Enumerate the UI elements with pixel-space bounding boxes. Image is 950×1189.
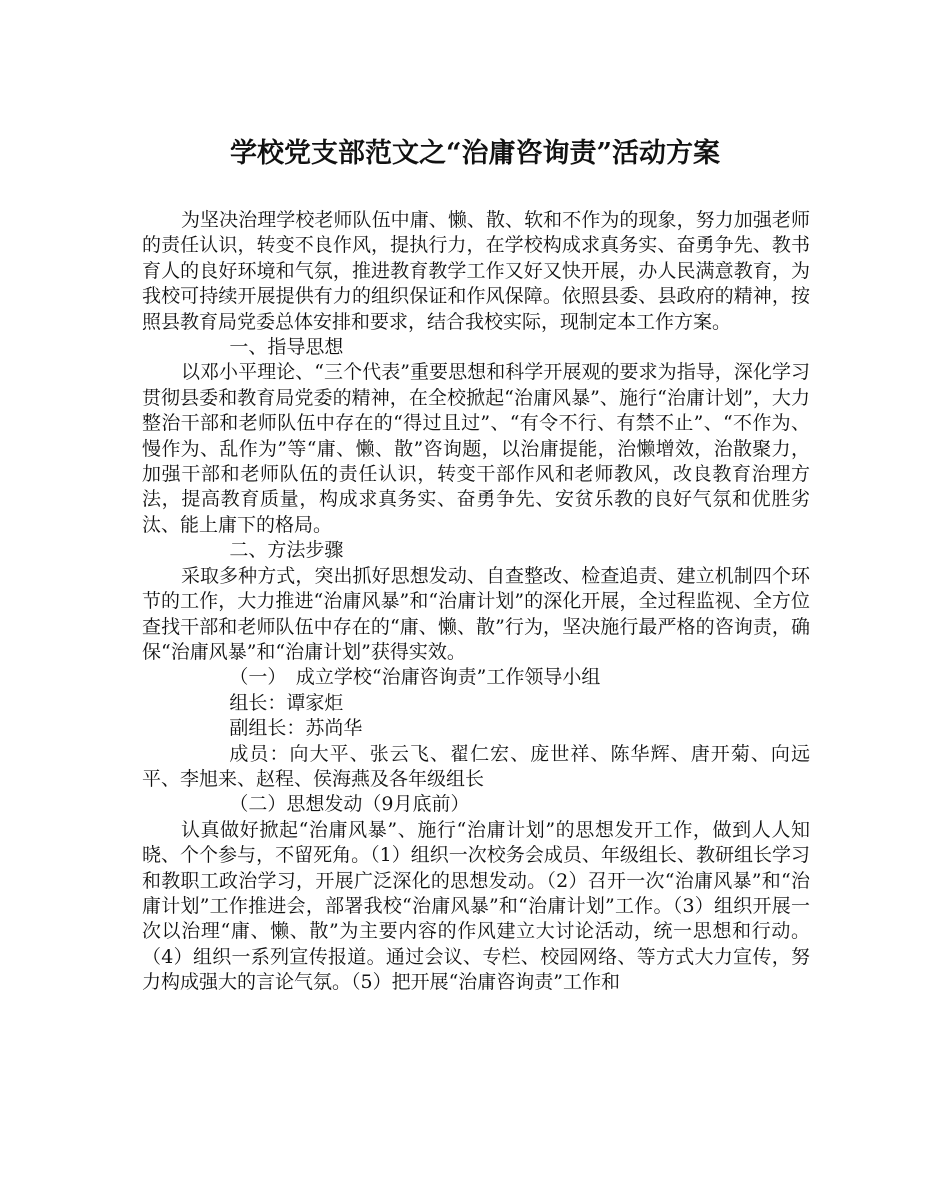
- paragraph-guiding-thought: 以邓小平理论、“三个代表”重要思想和科学开展观的要求为指导，深化学习贯彻县委和教育局党委的精神，在全校掀起“治庸风暴”、施行“治庸计划”，大力整治干部和老师队伍中存在的“得过且过”、“有令不行、有禁不止”、“不作为、慢作为、乱作为”等“庸、懒、散”咨询题，以治庸提能，治懒增效，治散聚力，加强干部和老师队伍的责任认识，转变干部作风和老师教风，改良教育治理方法，提高教育质量，构成求真务实、奋勇争先、安贫乐教的良好气氛和优胜劣汰、能上庸下的格局。: [142, 361, 810, 536]
- paragraph-intro: 为坚决治理学校老师队伍中庸、懒、散、软和不作为的现象，努力加强老师的责任认识，转变不良作风，提执行力，在学校构成求真务实、奋勇争先、教书育人的良好环境和气氛，推进教育教学工作又好又快开展，办人民满意教育，为我校可持续开展提供有力的组织保证和作风保障。依照县委、县政府的精神，按照县教育局党委总体安排和要求，结合我校实际，现制定本工作方案。: [142, 209, 810, 333]
- members-line: 成员：向大平、张云飞、翟仁宏、庞世祥、陈华辉、唐开菊、向远平、李旭来、赵程、侯海燕及各年级组长: [142, 742, 810, 790]
- paragraph-mobilization: 认真做好掀起“治庸风暴”、施行“治庸计划”的思想发开工作，做到人人知晓、个个参与，不留死角。（1）组织一次校务会成员、年级组长、教研组长学习和教职工政治学习，开展广泛深化的思想发动。（2）召开一次“治庸风暴”和“治庸计划”工作推进会，部署我校“治庸风暴”和“治庸计划”工作。（3）组织开展一次以治理“庸、懒、散”为主要内容的作风建立大讨论活动，统一思想和行动。（4）组织一系列宣传报道。通过会议、专栏、校园网络、等方式大力宣传，努力构成强大的言论气氛。（5）把开展“治庸咨询责”工作和: [142, 818, 810, 994]
- document-title: 学校党支部范文之“治庸咨询责”活动方案: [229, 138, 721, 169]
- subheading-mobilization: （二）思想发动（9月底前）: [229, 793, 470, 816]
- subheading-leadership-group: （一） 成立学校“治庸咨询责”工作领导小组: [229, 666, 601, 689]
- group-leader-line: 组长：谭家炬: [229, 691, 344, 714]
- document-body: [142, 208, 810, 996]
- paragraph-method-steps: 采取多种方式，突出抓好思想发动、自查整改、检查追责、建立机制四个环节的工作，大力推进“治庸风暴”和“治庸计划”的深化开展，全过程监视、全方位查找干部和老师队伍中存在的“庸、懒、散”行为，坚决施行最严格的咨询责，确保“治庸风暴”和“治庸计划”获得实效。: [142, 564, 810, 663]
- section-heading-guiding-thought: 一、指导思想: [229, 336, 344, 359]
- deputy-leader-line: 副组长：苏尚华: [229, 717, 363, 740]
- section-heading-method-steps: 二、方法步骤: [229, 539, 344, 562]
